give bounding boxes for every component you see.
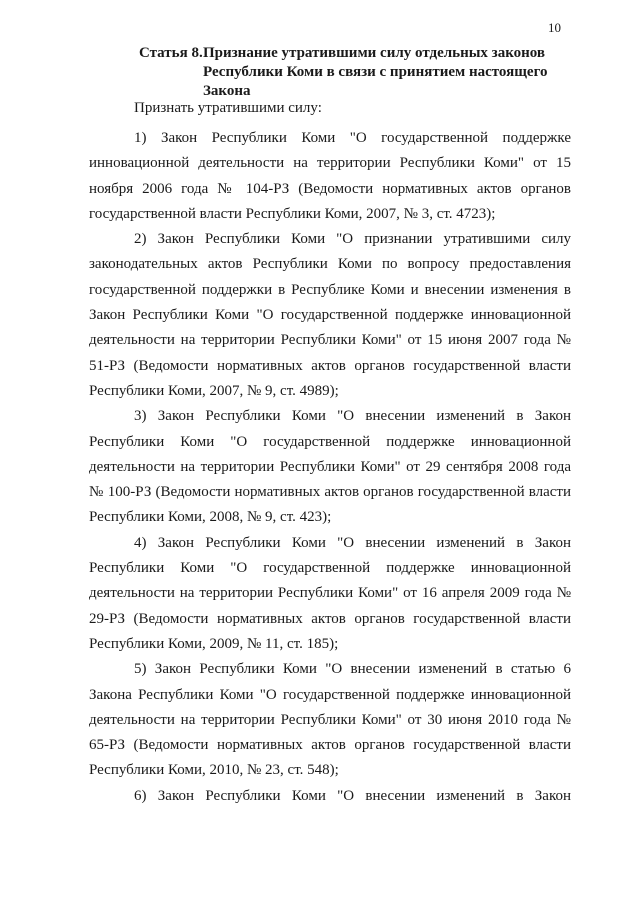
list-item: 5) Закон Республики Коми "О внесении изменений в статью 6 Закона Республики Коми "О государственной поддержке инновационной деятельности на территории Республики Коми" от 30 июня 2010 года № 65-РЗ (Ведомости нормативных актов органов государственной власти Республики Коми, 2010, № 23, ст. 548); bbox=[89, 661, 571, 779]
article-heading bbox=[139, 44, 569, 101]
list-item: 1) Закон Республики Коми "О государственной поддержке инновационной деятельности на территории Республики Коми" от 15 ноября 2006 года № 104-РЗ (Ведомости нормативных актов органов государственной власти Республики Коми, 2007, № 3, ст. 4723); bbox=[89, 130, 571, 222]
article-title: Признание утратившими силу отдельных законов Республики Коми в связи с принятием настоящего Закона bbox=[203, 45, 548, 99]
page-number: 10 bbox=[548, 20, 561, 35]
list-item: 3) Закон Республики Коми "О внесении изменений в Закон Республики Коми "О государственной поддержке инновационной деятельности на территории Республики Коми" от 29 сентября 2008 года № 100-РЗ (Ведомости нормативных актов органов государственной власти Республики Коми, 2008, № 9, ст. 423); bbox=[89, 408, 571, 526]
list-item: 4) Закон Республики Коми "О внесении изменений в Закон Республики Коми "О государственной поддержке инновационной деятельности на территории Республики Коми" от 16 апреля 2009 года № 29-РЗ (Ведомости нормативных актов органов государственной власти Республики Коми, 2009, № 11, ст. 185); bbox=[89, 534, 571, 652]
list-item: 6) Закон Республики Коми "О внесении изменений в Закон bbox=[134, 787, 571, 804]
intro-text: Признать утратившими силу: bbox=[134, 100, 322, 116]
list-item: 2) Закон Республики Коми "О признании утратившими силу законодательных актов Республики Коми по вопросу предоставления государственной поддержки в Республике Коми и внесении изменения в Закон Республики Коми "О государственной поддержке инновационной деятельности на территории Республики Коми" от 15 июня 2007 года № 51-РЗ (Ведомости нормативных актов органов государственной власти Республики Коми, 2007, № 9, ст. 4989); bbox=[89, 231, 571, 399]
article-number: Статья 8. bbox=[139, 45, 203, 61]
repealed-laws-list bbox=[89, 126, 571, 809]
